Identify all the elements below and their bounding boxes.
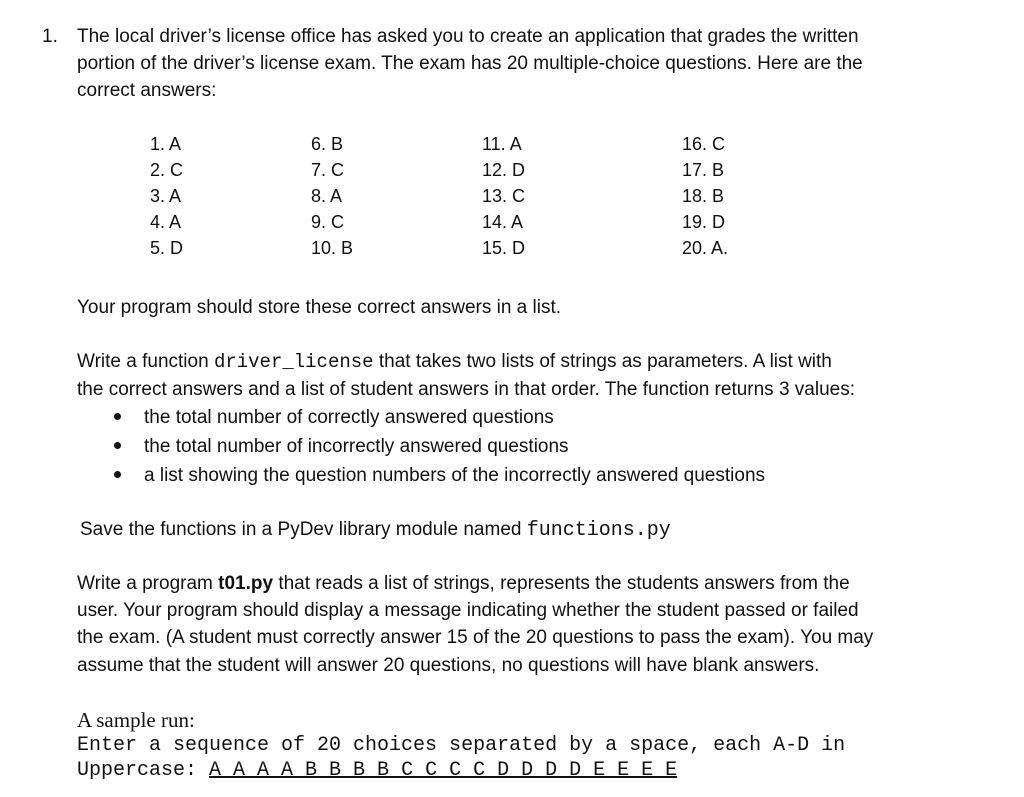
answer-item: 9. C bbox=[311, 212, 345, 232]
store-answers-text: Your program should store these correct answers in a list. bbox=[77, 297, 562, 318]
answer-column-1 bbox=[150, 131, 183, 261]
answer-item: 3. A bbox=[150, 186, 182, 206]
intro-line-3: correct answers: bbox=[77, 80, 217, 101]
bullet-dot bbox=[114, 471, 121, 478]
program-para-line-4: assume that the student will answer 20 questions, no questions will have blank answers. bbox=[77, 655, 820, 676]
module-name-code: functions.py bbox=[526, 519, 671, 542]
bullet-item-incorrect: the total number of incorrectly answered questions bbox=[144, 436, 569, 457]
answer-item: 7. C bbox=[311, 160, 345, 180]
function-name-code: driver_license bbox=[213, 351, 374, 373]
program-filename: t01.py bbox=[218, 573, 274, 594]
bullet-dot bbox=[114, 413, 121, 420]
function-para-prefix: Write a function bbox=[77, 351, 214, 372]
answer-item: 20. A. bbox=[682, 238, 729, 258]
program-para-line-3: the exam. (A student must correctly answer 15 of the 20 questions to pass the exam). You may bbox=[77, 627, 874, 648]
sample-output-line-1: Enter a sequence of 20 choices separated by a space, each A-D in bbox=[77, 734, 846, 757]
answer-item: 6. B bbox=[311, 134, 344, 154]
save-para-prefix: Save the functions in a PyDev library module named bbox=[80, 519, 527, 540]
function-para-line-2: the correct answers and a list of student answers in that order. The function returns 3 values: bbox=[77, 379, 856, 400]
bullet-dot bbox=[114, 442, 121, 449]
bullet-item-correct: the total number of correctly answered questions bbox=[144, 407, 554, 428]
program-para-line-1 bbox=[77, 570, 850, 597]
bullet-item-list: a list showing the question numbers of the incorrectly answered questions bbox=[144, 465, 766, 486]
answer-item: 2. C bbox=[150, 160, 184, 180]
answer-item: 16. C bbox=[682, 134, 726, 154]
sample-run-label: A sample run: bbox=[77, 708, 195, 732]
answer-item: 1. A bbox=[150, 134, 182, 154]
answer-column-4 bbox=[682, 131, 728, 261]
answer-item: 15. D bbox=[482, 238, 526, 258]
answer-item: 10. B bbox=[311, 238, 354, 258]
answer-item: 14. A bbox=[482, 212, 524, 232]
program-para-line-2: user. Your program should display a message indicating whether the student passed or failed bbox=[77, 600, 859, 621]
answer-item: 19. D bbox=[682, 212, 726, 232]
answer-item: 4. A bbox=[150, 212, 182, 232]
sample-prompt-prefix: Uppercase: bbox=[77, 759, 210, 782]
answer-column-2 bbox=[311, 131, 353, 261]
answer-item: 12. D bbox=[482, 160, 526, 180]
program-para-prefix: Write a program bbox=[77, 573, 219, 594]
answer-item: 13. C bbox=[482, 186, 526, 206]
answer-item: 18. B bbox=[682, 186, 725, 206]
answer-item: 5. D bbox=[150, 238, 184, 258]
function-para-line-1 bbox=[77, 348, 832, 376]
question-number: 1. bbox=[42, 26, 58, 47]
save-para bbox=[80, 516, 671, 544]
answer-column-3 bbox=[482, 131, 525, 261]
answer-item: 11. A bbox=[482, 134, 522, 154]
answer-item: 17. B bbox=[682, 160, 725, 180]
function-para-suffix: that takes two lists of strings as parameters. A list with bbox=[373, 351, 832, 372]
program-para-suffix: that reads a list of strings, represents the students answers from the bbox=[273, 573, 850, 594]
intro-line-1: The local driver’s license office has asked you to create an application that grades the written bbox=[77, 26, 859, 47]
sample-user-input: A A A A B B B B C C C C D D D D E E E E bbox=[209, 759, 678, 782]
sample-output-line-2 bbox=[77, 758, 677, 784]
intro-line-2: portion of the driver’s license exam. The exam has 20 multiple-choice questions. Here are the bbox=[77, 53, 863, 74]
answer-item: 8. A bbox=[311, 186, 343, 206]
